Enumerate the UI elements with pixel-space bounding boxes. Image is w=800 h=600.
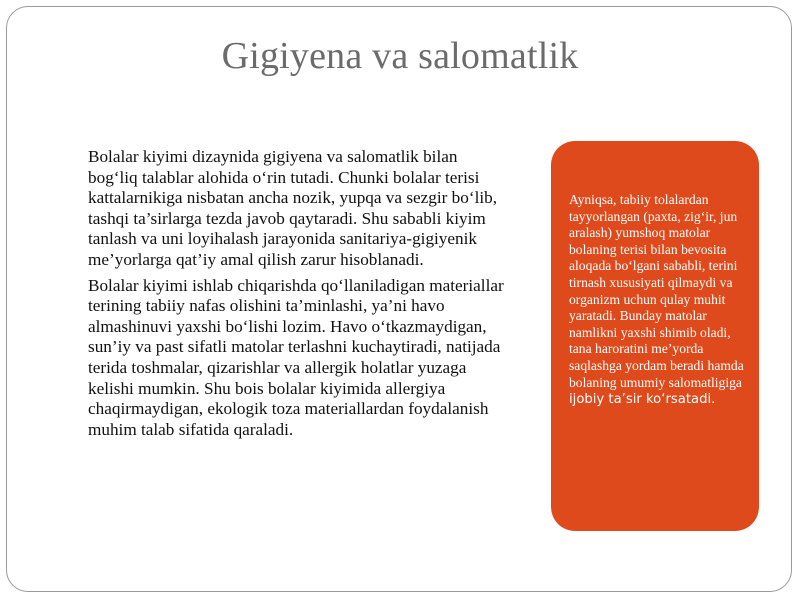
body-paragraph-2: Bolalar kiyimi ishlab chiqarishda qo‘llaniladigan materiallar terining tabiiy nafas olishini ta’minlashi, ya’ni havo almashinuvi yaxshi bo‘lishi lozim. Havo o‘tkazmaydigan, sun’iy va past sifatli matolar terlashni kuchaytiradi, natijada terida toshmalar, qizarishlar va allergik holatlar yuzaga kelishi mumkin. Shu bois bolalar kiyimida allergiya chaqirmaydigan, ekologik toza materiallardan foydalanish muhim talab sifatida qaraladi. <box>88 275 504 439</box>
slide-title: Gigiyena va salomatlik <box>221 35 579 77</box>
callout-text-main: Ayniqsa, tabiiy tolalardan tayyorlangan (paxta, zig‘ir, jun aralash) yumshoq matolar bolaning terisi bilan bevosita aloqada bo‘lgani sababli, terini tirnash xususiyati qilmaydi va organizm uchun qulay muhit yaratadi. Bunday matolar namlikni yaxshi shimib oladi, tana haroratini me’yorda saqlashga yordam beradi hamda bolaning umumiy salomatligiga <box>569 192 744 390</box>
callout-box <box>551 141 759 531</box>
callout-text <box>569 192 747 409</box>
body-paragraph-1: Bolalar kiyimi dizaynida gigiyena va salomatlik bilan bog‘liq talablar alohida o‘rin tutadi. Chunki bolalar terisi kattalarnikiga nisbatan ancha nozik, yupqa va sezgir bo‘lib, tashqi ta’sirlarga tezda javob qaytaradi. Shu sababli kiyim tanlash va uni loyihalash jarayonida sanitariya-gigiyenik me’yorlarga qat’iy amal qilish zarur hisoblanadi. <box>88 147 498 269</box>
body-text <box>88 147 508 445</box>
callout-text-tail: ijobiy ta’sir ko‘rsatadi. <box>569 392 716 408</box>
